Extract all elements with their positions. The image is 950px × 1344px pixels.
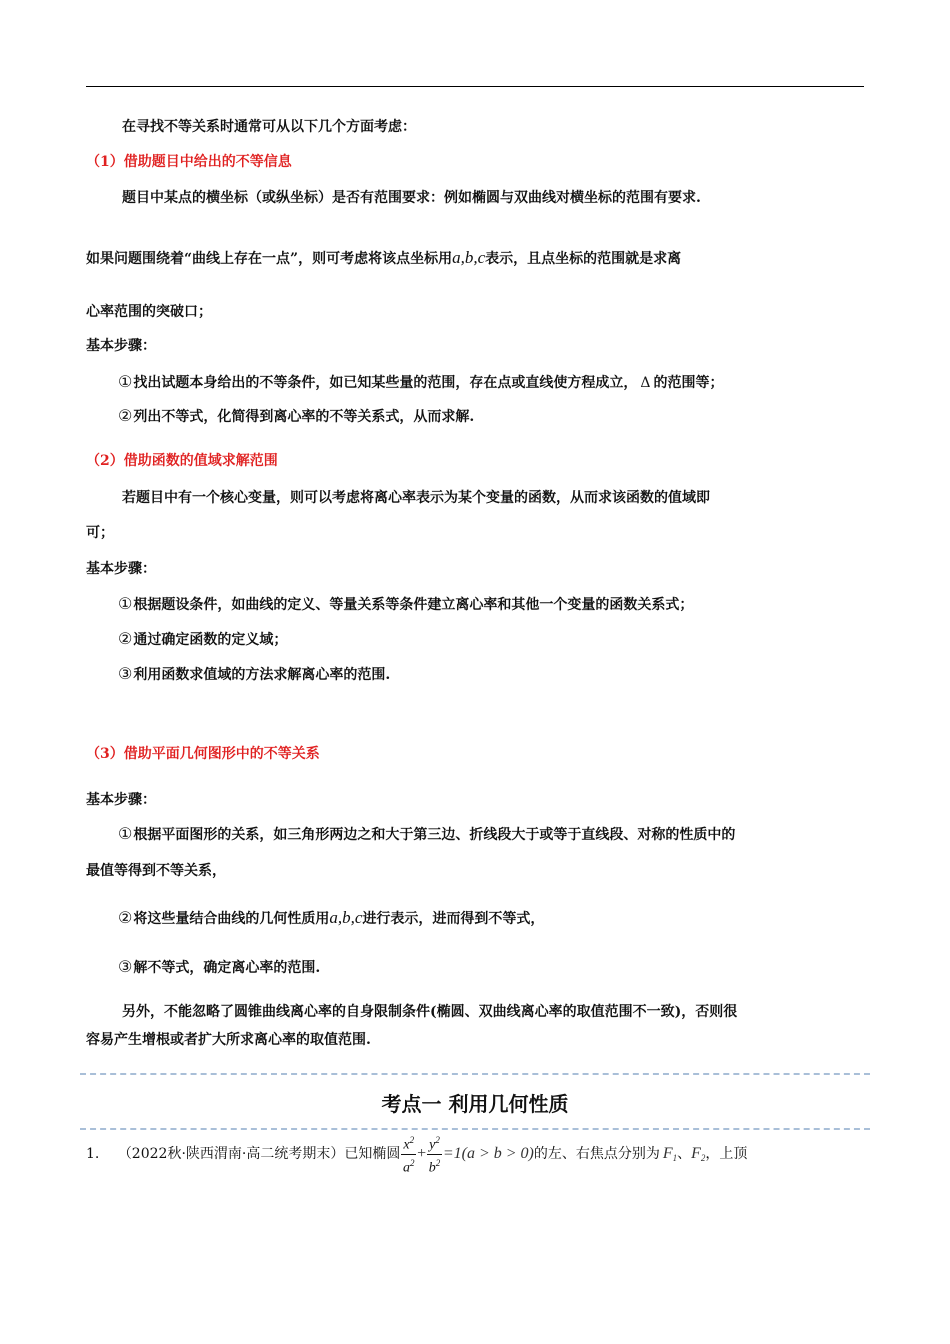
focus-f1 [663, 1145, 677, 1162]
section1-para2 [86, 248, 681, 269]
section2-step2 [118, 629, 287, 650]
section1-step1-b: 的范围等； [653, 375, 724, 391]
section2-step3-text: 利用函数求值域的方法求解离心率的范围. [133, 667, 391, 683]
focus-f2-sub: 2 [700, 1153, 706, 1164]
section1-steps-label: 基本步骤： [86, 338, 156, 354]
header-rule [86, 86, 864, 87]
fraction-x-over-a [401, 1132, 416, 1176]
step-number: ② [118, 908, 133, 927]
section2-step3 [118, 664, 390, 685]
question-text-end: ，上顶 [705, 1146, 748, 1163]
section3-step1-a: 根据平面图形的关系，如三角形两边之和大于第三边、折线段大于或等于直线段、对称的性质中的 [133, 827, 736, 843]
heading-divider-bottom [80, 1128, 870, 1130]
section1-step1 [118, 372, 723, 393]
section3-title: （3）借助平面几何图形中的不等关系 [86, 746, 320, 762]
step-number: ② [118, 629, 133, 648]
heading-divider-top [80, 1073, 870, 1075]
section1-step2-text: 列出不等式，化简得到离心率的不等关系式，从而求解. [133, 409, 475, 425]
section1-step1-a: 找出试题本身给出的不等条件，如已知某些量的范围，存在点或直线使方程成立， [133, 375, 638, 391]
question-source: （2022秋·陕西渭南·高二统考期末）已知椭圆 [117, 1146, 401, 1163]
frac-numerator: y [429, 1137, 436, 1153]
section1-para2-a: 如果问题围绕着“曲线上存在一点”，则可考虑将该点坐标用 [86, 251, 453, 267]
topic-heading: 考点一 利用几何性质 [381, 1092, 569, 1116]
frac-denominator: b [428, 1160, 436, 1176]
step-number: ② [118, 406, 133, 425]
question-text-after: 的左、右焦点分别为 [533, 1146, 660, 1163]
equation-tail: =1(a > b > 0) [442, 1145, 534, 1163]
section1-para2-b: 表示，且点坐标的范围就是求离 [485, 251, 682, 267]
section3-step2-b: 进行表示，进而得到不等式， [362, 911, 545, 927]
step-number: ① [118, 372, 133, 391]
step-number: ③ [118, 957, 133, 976]
section3-step3 [118, 957, 320, 978]
section3-step2 [118, 908, 544, 929]
exponent: 2 [435, 1157, 441, 1168]
step-number: ③ [118, 664, 133, 683]
note-line-a: 另外，不能忽略了圆锥曲线离心率的自身限制条件(椭圆、双曲线离心率的取值范围不一致)，否则很 [122, 1004, 738, 1020]
section3-step2-a: 将这些量结合曲线的几何性质用 [133, 911, 330, 927]
frac-denominator: a [402, 1160, 410, 1176]
exponent: 2 [409, 1157, 415, 1168]
step-number: ① [118, 824, 133, 843]
section2-step2-text: 通过确定函数的定义域； [133, 632, 288, 648]
question-number: 1. [86, 1146, 100, 1163]
section1-para1: 题目中某点的横坐标（或纵坐标）是否有范围要求：例如椭圆与双曲线对横坐标的范围有要求. [122, 190, 701, 206]
section2-para1-a: 若题目中有一个核心变量，则可以考虑将离心率表示为某个变量的函数，从而求该函数的值域即 [122, 490, 710, 506]
section2-title: （2）借助函数的值域求解范围 [86, 453, 278, 469]
focus-separator: 、 [677, 1146, 692, 1163]
fraction-y-over-b [427, 1132, 442, 1176]
frac-numerator: x [403, 1137, 410, 1153]
section1-step2 [118, 406, 474, 427]
section3-step1-b: 最值等得到不等关系， [86, 863, 226, 879]
section2-step1 [118, 594, 693, 615]
focus-f1-letter: F [662, 1145, 673, 1163]
section2-steps-label: 基本步骤： [86, 561, 156, 577]
note-line-b: 容易产生增根或者扩大所求离心率的取值范围. [86, 1032, 371, 1048]
section2-step1-text: 根据题设条件，如曲线的定义、等量关系等条件建立离心率和其他一个变量的函数关系式； [133, 597, 694, 613]
section1-title: （1）借助题目中给出的不等信息 [86, 154, 292, 170]
section3-step3-text: 解不等式，确定离心率的范围. [133, 960, 321, 976]
section3-step2-math: a,b,c [329, 908, 363, 927]
section2-para1-b: 可； [86, 525, 114, 541]
question-1 [86, 1132, 747, 1178]
section1-para2-c: 心率范围的突破口； [86, 304, 212, 320]
focus-f1-sub: 1 [672, 1153, 678, 1164]
focus-f2 [691, 1145, 705, 1162]
step-number: ① [118, 594, 133, 613]
section3-step1 [118, 824, 735, 845]
section1-para2-math: a,b,c [452, 248, 486, 267]
delta-symbol: Δ [640, 375, 651, 391]
focus-f2-letter: F [691, 1145, 701, 1163]
section3-steps-label: 基本步骤： [86, 792, 156, 808]
plus-sign: + [417, 1145, 427, 1163]
intro-text: 在寻找不等关系时通常可从以下几个方面考虑： [122, 119, 416, 135]
exponent: 2 [435, 1135, 440, 1145]
exponent: 2 [409, 1135, 415, 1145]
